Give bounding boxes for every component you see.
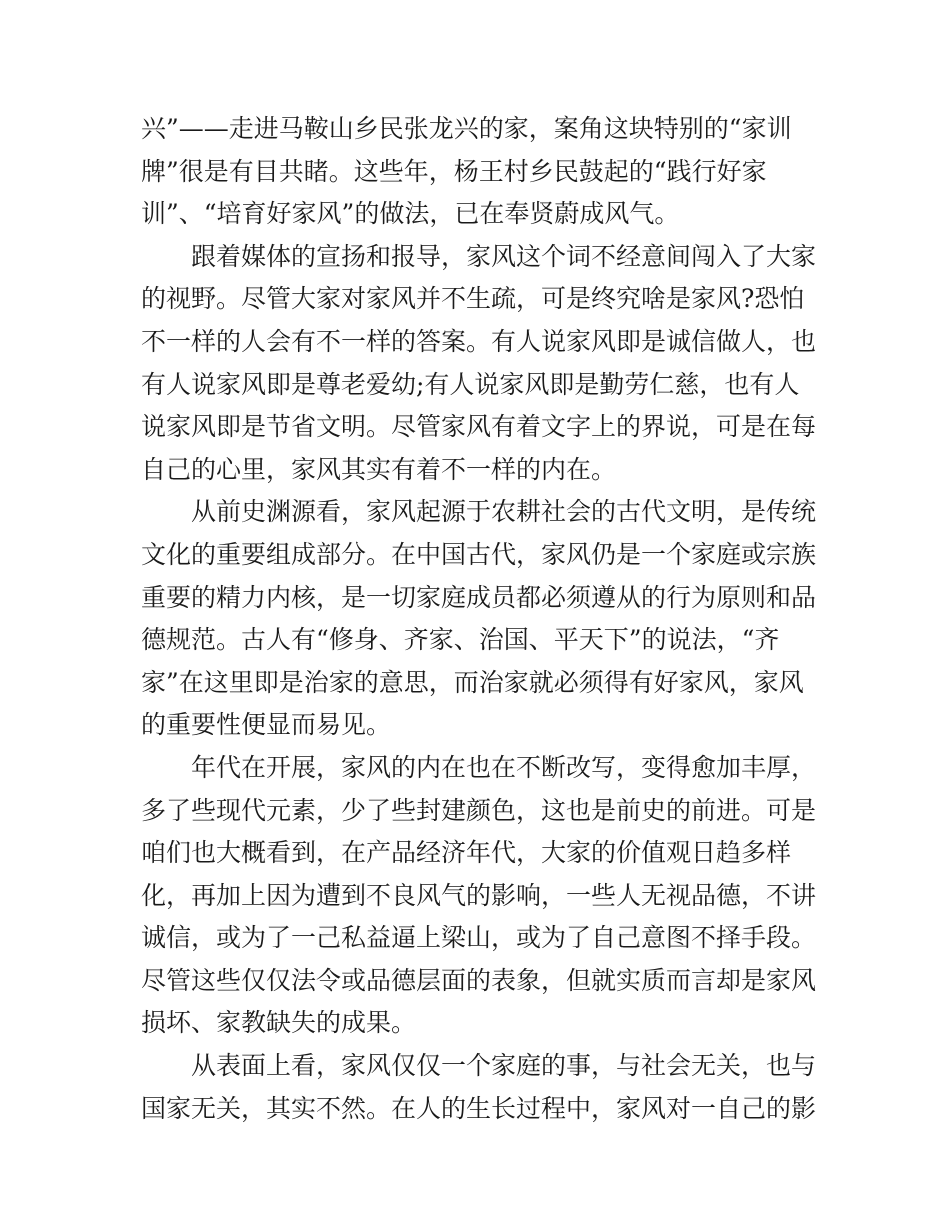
text-line: 重要的精力内核，是一切家庭成员都必须遵从的行为原则和品 — [141, 582, 817, 612]
text-line: 兴”——走进马鞍山乡民张龙兴的家，案角这块特别的“家训 — [141, 114, 792, 143]
text-line: 的重要性便显而易见。 — [141, 710, 392, 740]
text-line: 的视野。尽管大家对家风并不生疏，可是终究啥是家风?恐怕 — [141, 284, 805, 314]
text-line: 文化的重要组成部分。在中国古代，家风仍是一个家庭或宗族 — [141, 539, 817, 569]
text-line: 德规范。古人有“修身、齐家、治国、平天下”的说法，“齐 — [141, 625, 780, 655]
text-line: 训”、“培育好家风”的做法，已在奉贤蔚成风气。 — [141, 199, 680, 229]
text-line: 说家风即是节省文明。尽管家风有着文字上的界说，可是在每 — [141, 412, 817, 442]
paragraph-first-line: 跟着媒体的宣扬和报导，家风这个词不经意间闯入了大家 — [191, 241, 817, 271]
text-line: 化，再加上因为遭到不良风气的影响，一些人无视品德，不讲 — [141, 880, 817, 910]
text-line: 有人说家风即是尊老爱幼;有人说家风即是勤劳仁慈，也有人 — [141, 369, 800, 399]
text-line: 多了些现代元素，少了些封建颜色，这也是前史的前进。可是 — [141, 795, 817, 825]
document-body — [141, 108, 817, 1130]
text-line: 家”在这里即是治家的意思，而治家就必须得有好家风，家风 — [141, 667, 804, 697]
text-line: 诚信，或为了一己私益逼上梁山，或为了自己意图不择手段。 — [141, 923, 817, 953]
text-line: 国家无关，其实不然。在人的生长过程中，家风对一自己的影 — [141, 1093, 817, 1123]
paragraph-first-line: 年代在开展，家风的内在也在不断改写，变得愈加丰厚， — [191, 752, 817, 782]
paragraph-first-line: 从前史渊源看，家风起源于农耕社会的古代文明，是传统 — [191, 497, 817, 527]
text-line: 咱们也大概看到，在产品经济年代，大家的价值观日趋多样 — [141, 838, 792, 868]
text-line: 牌”很是有目共睹。这些年，杨王村乡民鼓起的“践行好家 — [141, 156, 767, 186]
text-line: 尽管这些仅仅法令或品德层面的表象，但就实质而言却是家风 — [141, 965, 817, 995]
text-line: 自己的心里，家风其实有着不一样的内在。 — [141, 454, 617, 484]
paragraph-first-line: 从表面上看，家风仅仅一个家庭的事，与社会无关，也与 — [191, 1051, 817, 1081]
text-line: 不一样的人会有不一样的答案。有人说家风即是诚信做人，也 — [141, 326, 817, 356]
text-line: 损坏、家教缺失的成果。 — [141, 1008, 417, 1038]
